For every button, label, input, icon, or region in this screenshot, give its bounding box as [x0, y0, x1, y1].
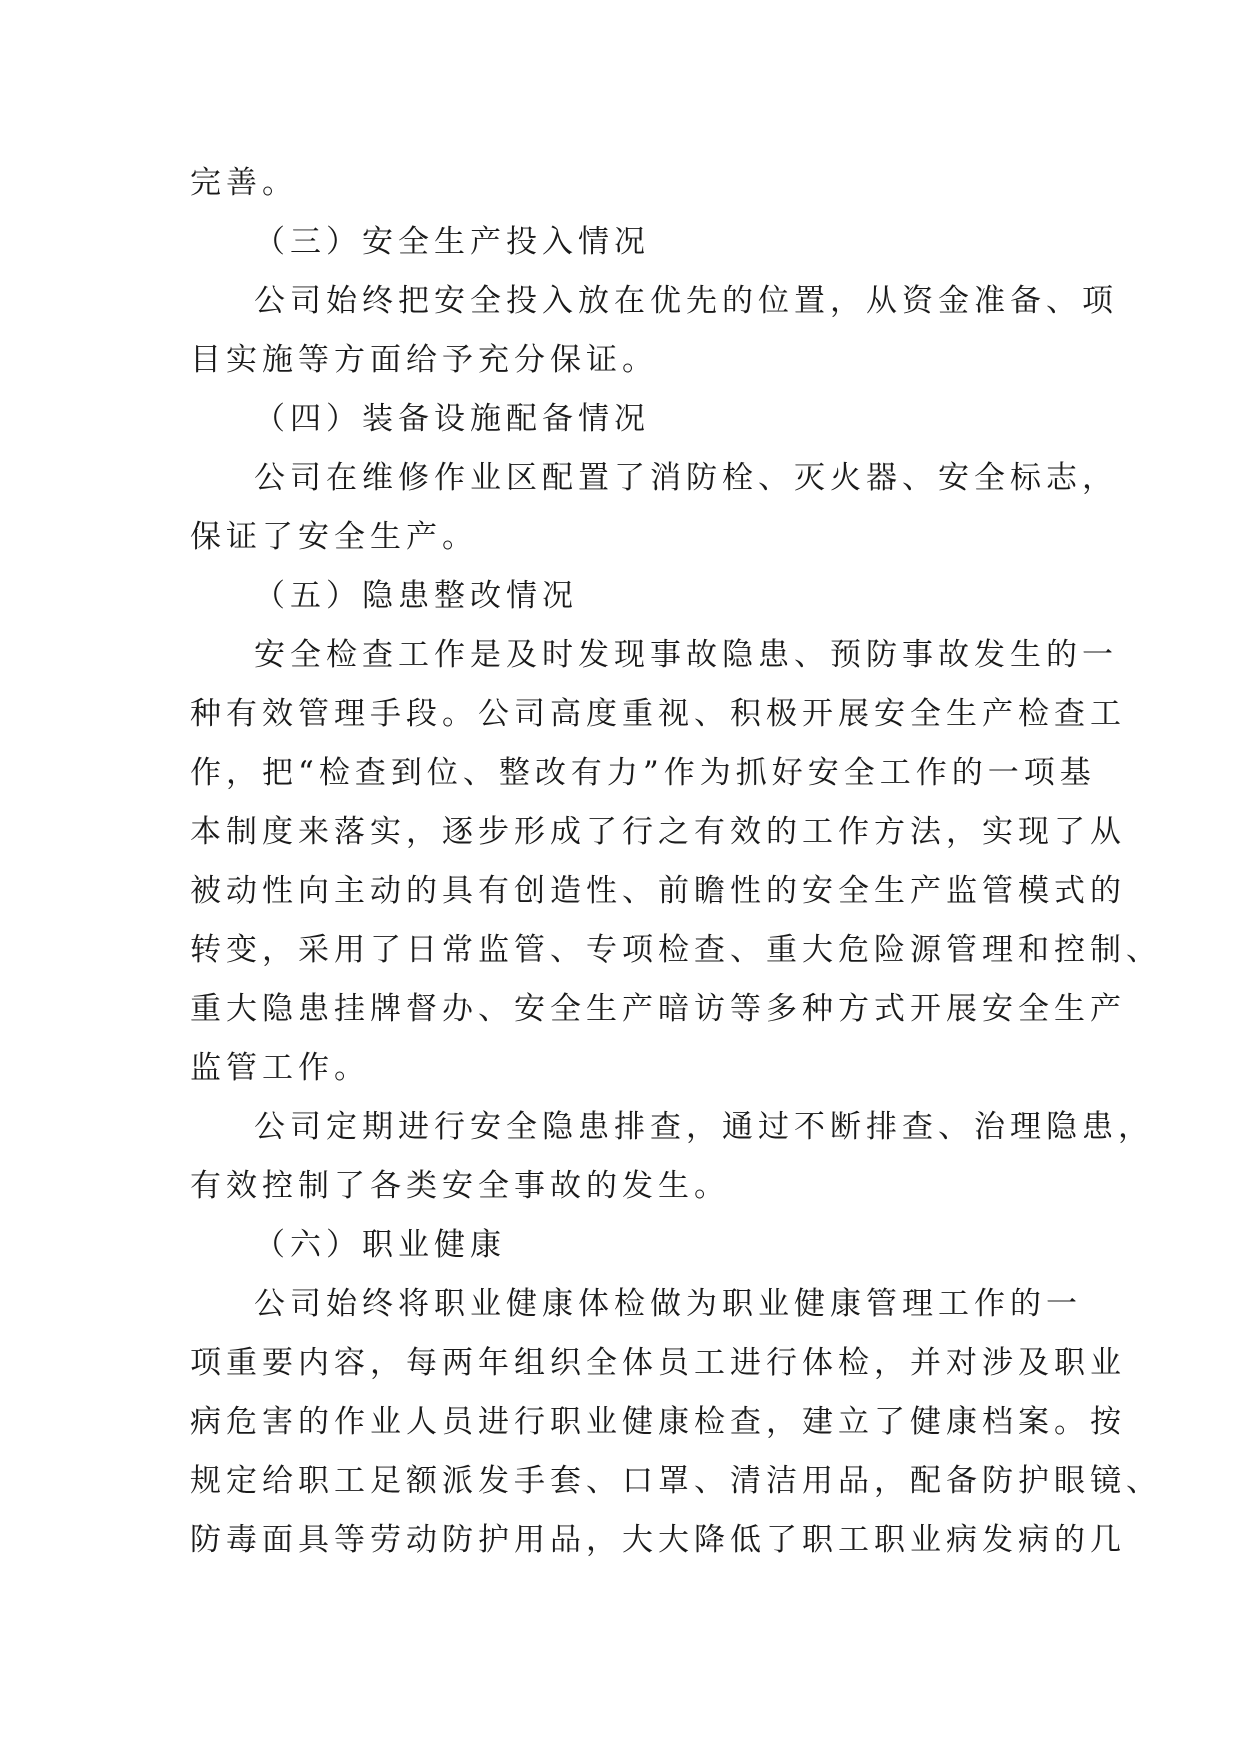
section-heading-occupational-health: （六）职业健康: [254, 1227, 506, 1263]
paragraph-line: 公司始终把安全投入放在优先的位置，从资金准备、项: [254, 283, 1118, 319]
paragraph-line: 作，把“检查到位、整改有力”作为抓好安全工作的一项基: [190, 755, 1096, 791]
paragraph-line: 防毒面具等劳动防护用品，大大降低了职工职业病发病的几: [190, 1522, 1126, 1558]
paragraph-line: 规定给职工足额派发手套、口罩、清洁用品，配备防护眼镜、: [190, 1463, 1162, 1499]
paragraph-line: 被动性向主动的具有创造性、前瞻性的安全生产监管模式的: [190, 873, 1126, 909]
paragraph-line: 完善。: [190, 165, 298, 201]
paragraph-line: 安全检查工作是及时发现事故隐患、预防事故发生的一: [254, 637, 1118, 673]
section-heading-hazard-rectification: （五）隐患整改情况: [254, 578, 578, 614]
section-heading-investment: （三）安全生产投入情况: [254, 224, 650, 260]
paragraph-line: 监管工作。: [190, 1050, 370, 1086]
paragraph-line: 目实施等方面给予充分保证。: [190, 342, 658, 378]
paragraph-line: 公司在维修作业区配置了消防栓、灭火器、安全标志，: [254, 460, 1118, 496]
section-heading-equipment: （四）装备设施配备情况: [254, 401, 650, 437]
paragraph-line: 本制度来落实，逐步形成了行之有效的工作方法，实现了从: [190, 814, 1126, 850]
document-body: [190, 154, 1162, 1570]
paragraph-line: 公司始终将职业健康体检做为职业健康管理工作的一: [254, 1286, 1082, 1322]
paragraph-line: 病危害的作业人员进行职业健康检查，建立了健康档案。按: [190, 1404, 1126, 1440]
paragraph-line: 重大隐患挂牌督办、安全生产暗访等多种方式开展安全生产: [190, 991, 1126, 1027]
paragraph-line: 保证了安全生产。: [190, 519, 478, 555]
paragraph-line: 公司定期进行安全隐患排查，通过不断排查、治理隐患，: [254, 1109, 1154, 1145]
paragraph-line: 有效控制了各类安全事故的发生。: [190, 1168, 730, 1204]
paragraph-line: 转变，采用了日常监管、专项检查、重大危险源管理和控制、: [190, 932, 1162, 968]
paragraph-line: 项重要内容，每两年组织全体员工进行体检，并对涉及职业: [190, 1345, 1126, 1381]
paragraph-line: 种有效管理手段。公司高度重视、积极开展安全生产检查工: [190, 696, 1126, 732]
